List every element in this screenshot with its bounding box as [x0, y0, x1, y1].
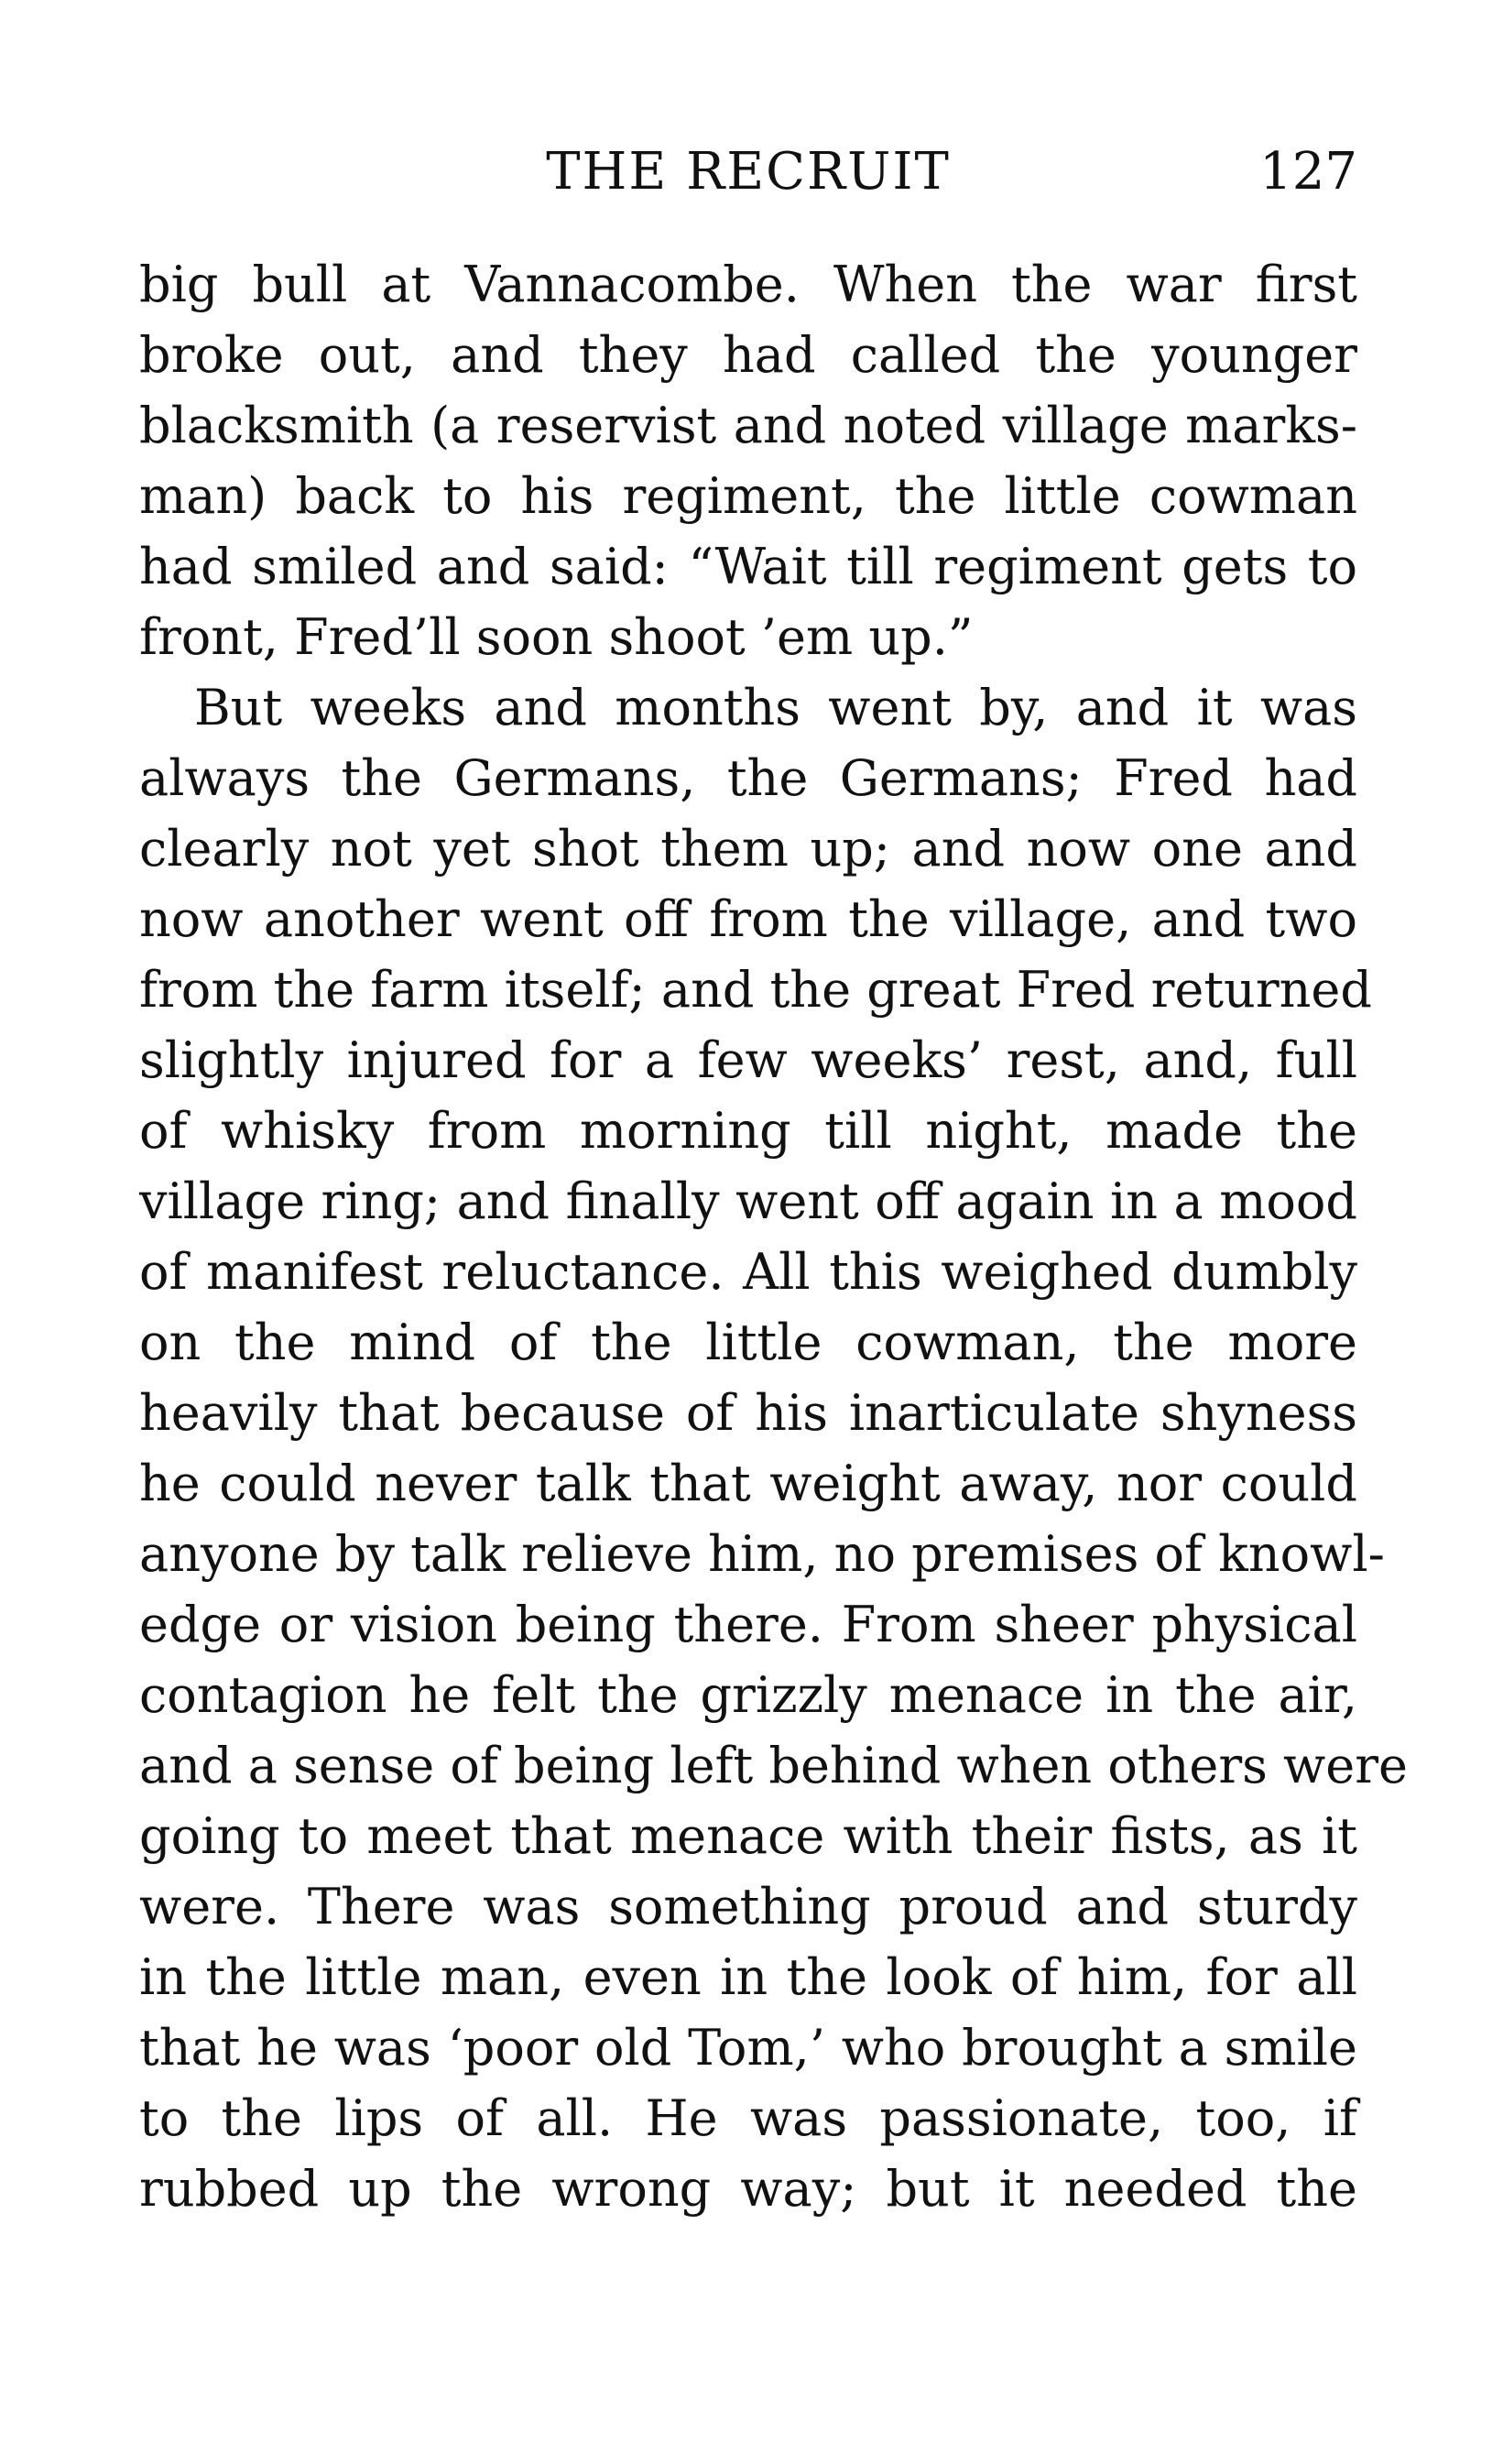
- text-line: from the farm itself; and the great Fred returned: [139, 961, 1372, 1019]
- text-line: had smiled and said: “Wait till regiment gets to: [139, 538, 1357, 595]
- text-line: to the lips of all. He was passionate, too, if: [139, 2089, 1357, 2147]
- text-line: of manifest reluctance. All this weighed dumbly: [139, 1243, 1357, 1301]
- text-line: broke out, and they had called the younger: [139, 326, 1357, 384]
- text-line: front, Fred’ll soon shoot ’em up.”: [139, 608, 974, 666]
- text-line: that he was ‘poor old Tom,’ who brought a smile: [139, 2019, 1357, 2077]
- page-number: 127: [1259, 142, 1357, 202]
- text-line: anyone by talk relieve him, no premises of knowl-: [139, 1525, 1385, 1583]
- text-line: going to meet that menace with their fists, as it: [139, 1807, 1357, 1865]
- text-line: slightly injured for a few weeks’ rest, and, full: [139, 1031, 1357, 1089]
- text-line: blacksmith (a reservist and noted village marks-: [139, 397, 1357, 454]
- text-line: big bull at Vannacombe. When the war first: [139, 256, 1357, 313]
- text-line: contagion he felt the grizzly menace in the air,: [139, 1666, 1357, 1724]
- running-head: [139, 136, 1357, 209]
- text-line: of whisky from morning till night, made the: [139, 1102, 1357, 1160]
- text-line: now another went off from the village, and two: [139, 890, 1357, 948]
- text-line: clearly not yet shot them up; and now one and: [139, 820, 1357, 878]
- text-line: in the little man, even in the look of him, for all: [139, 1948, 1357, 2006]
- text-line: man) back to his regiment, the little cowman: [139, 467, 1357, 525]
- text-line: edge or vision being there. From sheer physical: [139, 1596, 1357, 1653]
- text-line: were. There was something proud and sturdy: [139, 1878, 1357, 1935]
- text-line: and a sense of being left behind when others were: [139, 1737, 1408, 1794]
- text-line: rubbed up the wrong way; but it needed the: [139, 2160, 1357, 2218]
- text-line: But weeks and months went by, and it was: [194, 679, 1357, 736]
- text-line: he could never talk that weight away, nor could: [139, 1455, 1357, 1512]
- text-line: on the mind of the little cowman, the more: [139, 1314, 1357, 1371]
- text-line: always the Germans, the Germans; Fred had: [139, 749, 1357, 807]
- running-title: THE RECRUIT: [546, 142, 951, 202]
- text-line: heavily that because of his inarticulate shyness: [139, 1384, 1357, 1442]
- text-line: village ring; and finally went off again in a mood: [139, 1172, 1357, 1230]
- body-text: [139, 249, 1408, 2224]
